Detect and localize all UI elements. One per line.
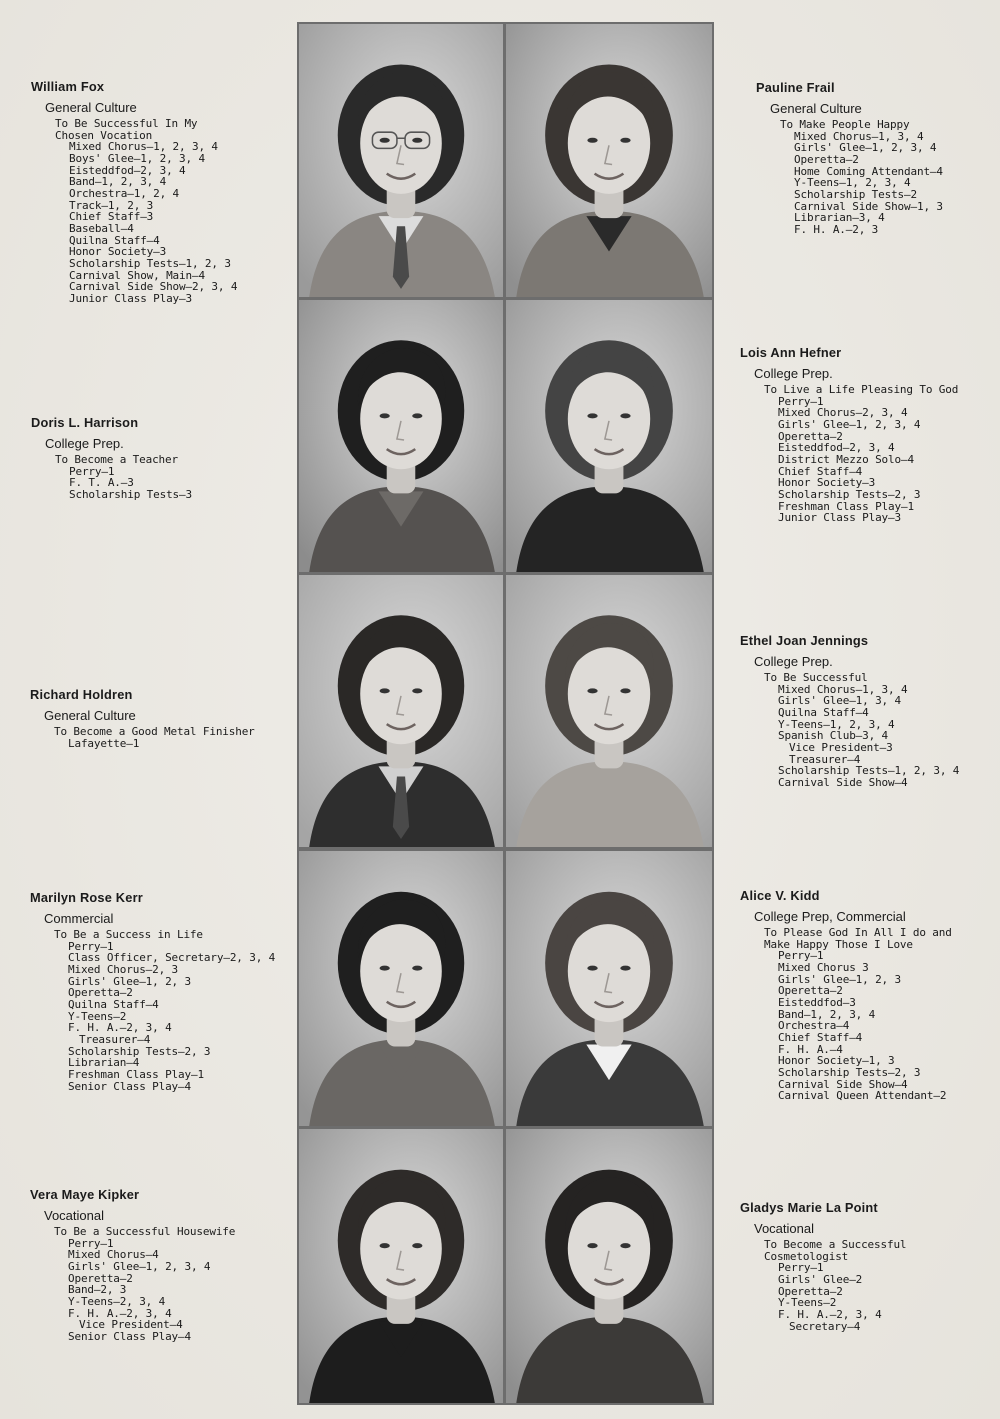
student-entry-jennings — [740, 634, 959, 789]
activity-list — [764, 927, 952, 1102]
portrait-image — [506, 575, 712, 847]
activity-line: Junior Class Play—3 — [69, 291, 192, 305]
activity-line: Honor Society—1, 3 — [778, 1054, 895, 1068]
activity-line: Scholarship Tests—3 — [69, 487, 192, 501]
activity-line: Carnival Side Show—2, 3, 4 — [69, 280, 238, 294]
activity-list — [54, 726, 255, 749]
student-course: General Culture — [45, 100, 137, 115]
activity-line: Honor Society—3 — [778, 476, 876, 490]
activity-list — [55, 118, 237, 305]
activity-line: Mixed Chorus—1, 3, 4 — [778, 682, 908, 696]
ambition-line: To Be Successful — [764, 671, 868, 684]
student-course: College Prep, Commercial — [754, 909, 906, 924]
student-course: College Prep. — [45, 436, 124, 451]
student-entry-kerr — [30, 891, 275, 1092]
activity-line: Chief Staff—3 — [69, 210, 154, 224]
student-entry-hefner — [740, 346, 958, 524]
activity-line: Chosen Vocation — [55, 128, 153, 142]
student-course: College Prep. — [754, 654, 833, 669]
student-name: Vera Maye Kipker — [30, 1187, 140, 1202]
activity-line: F. H. A.—2, 3 — [794, 222, 879, 236]
activity-line: Mixed Chorus—1, 2, 3, 4 — [69, 140, 218, 154]
activity-line: Girls' Glee—1, 2, 3, 4 — [68, 1259, 211, 1273]
portrait-photo-kipker — [299, 1129, 503, 1403]
student-name: Ethel Joan Jennings — [740, 633, 869, 648]
activity-line: Home Coming Attendant—4 — [794, 164, 943, 178]
student-name: Marilyn Rose Kerr — [30, 890, 143, 905]
portrait-image — [506, 1129, 712, 1403]
portrait-photo-kerr — [299, 851, 503, 1126]
activity-line: Mixed Chorus—1, 3, 4 — [794, 129, 924, 143]
portrait-image — [506, 300, 712, 572]
portrait-image — [299, 24, 503, 297]
activity-line: Perry—1 — [778, 949, 824, 963]
activity-line: Senior Class Play—4 — [68, 1079, 191, 1093]
activity-line: Girls' Glee—2 — [778, 1272, 863, 1286]
activity-line: Carnival Show, Main—4 — [69, 268, 205, 282]
student-name: Alice V. Kidd — [740, 888, 820, 903]
student-course: Commercial — [44, 911, 114, 926]
portrait-image — [299, 851, 503, 1126]
student-entry-lapoint — [740, 1201, 906, 1332]
activity-line: Lafayette—1 — [68, 736, 140, 750]
activity-line: Eisteddfod—3 — [778, 995, 856, 1009]
activity-line: Scholarship Tests—1, 2, 3 — [69, 256, 231, 270]
activity-line: Vice President—4 — [79, 1318, 183, 1332]
activity-line: Chief Staff—4 — [778, 464, 863, 478]
activity-line: Band—2, 3 — [68, 1283, 127, 1297]
activity-line: Y-Teens—1, 2, 3, 4 — [794, 176, 911, 190]
activity-list — [55, 454, 192, 501]
ambition-line: To Live a Life Pleasing To God — [764, 383, 959, 396]
student-course: General Culture — [44, 708, 136, 723]
activity-line: Carnival Side Show—1, 3 — [794, 199, 943, 213]
activity-list — [54, 1226, 235, 1343]
activity-line: Honor Society—3 — [69, 245, 167, 259]
activity-line: Scholarship Tests—2, 3 — [778, 487, 921, 501]
activity-line: Librarian—4 — [68, 1056, 140, 1070]
activity-list — [54, 929, 275, 1092]
student-entry-kipker — [30, 1188, 235, 1343]
activity-line: Y-Teens—1, 2, 3, 4 — [778, 717, 895, 731]
activity-line: Orchestra—4 — [778, 1019, 850, 1033]
student-name: Pauline Frail — [756, 80, 835, 95]
activity-line: Boys' Glee—1, 2, 3, 4 — [69, 151, 205, 165]
activity-line: Mixed Chorus—2, 3 — [68, 962, 179, 976]
activity-line: Carnival Side Show—4 — [778, 775, 908, 789]
activity-list — [764, 1239, 906, 1332]
portrait-photo-holdren — [299, 575, 503, 847]
activity-line: Freshman Class Play—1 — [778, 499, 914, 513]
student-entry-frail — [756, 81, 943, 236]
activity-line: Orchestra—1, 2, 4 — [69, 186, 180, 200]
activity-line: Scholarship Tests—2 — [794, 187, 917, 201]
ambition-line: To Become a Good Metal Finisher — [54, 725, 255, 738]
activity-line: Senior Class Play—4 — [68, 1329, 191, 1343]
student-entry-holdren — [30, 688, 255, 749]
activity-line: Perry—1 — [68, 939, 114, 953]
ambition-line: To Be Successful In My — [55, 117, 198, 130]
activity-line: Y-Teens—2 — [68, 1009, 127, 1023]
activity-line: Cosmetologist — [764, 1249, 849, 1263]
activity-line: Y-Teens—2 — [778, 1296, 837, 1310]
activity-line: Girls' Glee—1, 2, 3 — [778, 972, 901, 986]
portrait-photo-hefner — [506, 300, 712, 572]
activity-line: Make Happy Those I Love — [764, 937, 913, 951]
activity-line: Eisteddfod—2, 3, 4 — [778, 441, 895, 455]
portrait-photo-fox — [299, 24, 503, 297]
portrait-photo-lapoint — [506, 1129, 712, 1403]
ambition-line: To Be a Success in Life — [54, 928, 203, 941]
activity-line: Band—1, 2, 3, 4 — [69, 175, 167, 189]
activity-line: F. H. A.—2, 3, 4 — [778, 1307, 882, 1321]
activity-line: Girls' Glee—1, 2, 3 — [68, 974, 191, 988]
activity-line: Baseball—4 — [69, 221, 134, 235]
activity-line: Treasurer—4 — [789, 752, 861, 766]
activity-line: Girls' Glee—1, 2, 3, 4 — [794, 141, 937, 155]
activity-line: Operetta—2 — [68, 1271, 133, 1285]
activity-line: District Mezzo Solo—4 — [778, 452, 914, 466]
student-entry-kidd — [740, 889, 952, 1102]
activity-line: Librarian—3, 4 — [794, 211, 885, 225]
portrait-image — [299, 1129, 503, 1403]
activity-line: Freshman Class Play—1 — [68, 1067, 204, 1081]
activity-line: Mixed Chorus—2, 3, 4 — [778, 406, 908, 420]
activity-line: Girls' Glee—1, 2, 3, 4 — [778, 417, 921, 431]
student-name: Doris L. Harrison — [31, 415, 139, 430]
activity-line: Girls' Glee—1, 3, 4 — [778, 694, 901, 708]
student-course: General Culture — [770, 101, 862, 116]
student-course: Vocational — [754, 1221, 814, 1236]
activity-line: Vice President—3 — [789, 740, 893, 754]
activity-line: Eisteddfod—2, 3, 4 — [69, 163, 186, 177]
student-course: Vocational — [44, 1208, 104, 1223]
activity-line: Operetta—2 — [68, 986, 133, 1000]
portrait-image — [299, 575, 503, 847]
activity-line: Treasurer—4 — [79, 1032, 151, 1046]
activity-line: Perry—1 — [69, 464, 115, 478]
activity-line: Track—1, 2, 3 — [69, 198, 154, 212]
portrait-image — [506, 24, 712, 297]
student-name: Richard Holdren — [30, 687, 133, 702]
activity-line: Perry—1 — [778, 394, 824, 408]
ambition-line: To Become a Successful — [764, 1238, 907, 1251]
student-name: Lois Ann Hefner — [740, 345, 842, 360]
activity-line: Spanish Club—3, 4 — [778, 729, 889, 743]
activity-line: Carnival Side Show—4 — [778, 1077, 908, 1091]
activity-list — [764, 672, 959, 789]
activity-line: Quilna Staff—4 — [68, 997, 159, 1011]
student-entry-harrison — [31, 416, 192, 501]
activity-line: Operetta—2 — [778, 429, 843, 443]
activity-line: F. H. A.—2, 3, 4 — [68, 1021, 172, 1035]
activity-line: Operetta—2 — [778, 984, 843, 998]
ambition-line: To Please God In All I do and — [764, 926, 952, 939]
student-name: Gladys Marie La Point — [740, 1200, 878, 1215]
activity-list — [780, 119, 943, 236]
activity-line: Mixed Chorus—4 — [68, 1248, 159, 1262]
activity-line: Class Officer, Secretary—2, 3, 4 — [68, 951, 276, 965]
activity-line: Operetta—2 — [794, 152, 859, 166]
activity-line: F. H. A.—4 — [778, 1042, 843, 1056]
activity-line: Perry—1 — [778, 1261, 824, 1275]
portrait-image — [299, 300, 503, 572]
activity-line: Operetta—2 — [778, 1284, 843, 1298]
student-entry-fox — [31, 80, 237, 305]
ambition-line: To Become a Teacher — [55, 453, 178, 466]
activity-line: Scholarship Tests—1, 2, 3, 4 — [778, 764, 960, 778]
ambition-line: To Be a Successful Housewife — [54, 1225, 236, 1238]
student-name: William Fox — [31, 79, 105, 94]
activity-line: Junior Class Play—3 — [778, 511, 901, 525]
activity-line: Secretary—4 — [789, 1319, 861, 1333]
activity-line: Y-Teens—2, 3, 4 — [68, 1294, 166, 1308]
activity-list — [764, 384, 958, 524]
activity-line: Scholarship Tests—2, 3 — [778, 1065, 921, 1079]
activity-line: Chief Staff—4 — [778, 1030, 863, 1044]
ambition-line: To Make People Happy — [780, 118, 910, 131]
portrait-photo-frail — [506, 24, 712, 297]
activity-line: Band—1, 2, 3, 4 — [778, 1007, 876, 1021]
portrait-photo-kidd — [506, 851, 712, 1126]
activity-line: Scholarship Tests—2, 3 — [68, 1044, 211, 1058]
activity-line: Quilna Staff—4 — [69, 233, 160, 247]
portrait-photo-harrison — [299, 300, 503, 572]
portrait-photo-jennings — [506, 575, 712, 847]
activity-line: Carnival Queen Attendant—2 — [778, 1089, 947, 1103]
activity-line: F. H. A.—2, 3, 4 — [68, 1306, 172, 1320]
activity-line: Quilna Staff—4 — [778, 705, 869, 719]
activity-line: Perry—1 — [68, 1236, 114, 1250]
activity-line: F. T. A.—3 — [69, 476, 134, 490]
activity-line: Mixed Chorus 3 — [778, 960, 869, 974]
student-course: College Prep. — [754, 366, 833, 381]
portrait-image — [506, 851, 712, 1126]
